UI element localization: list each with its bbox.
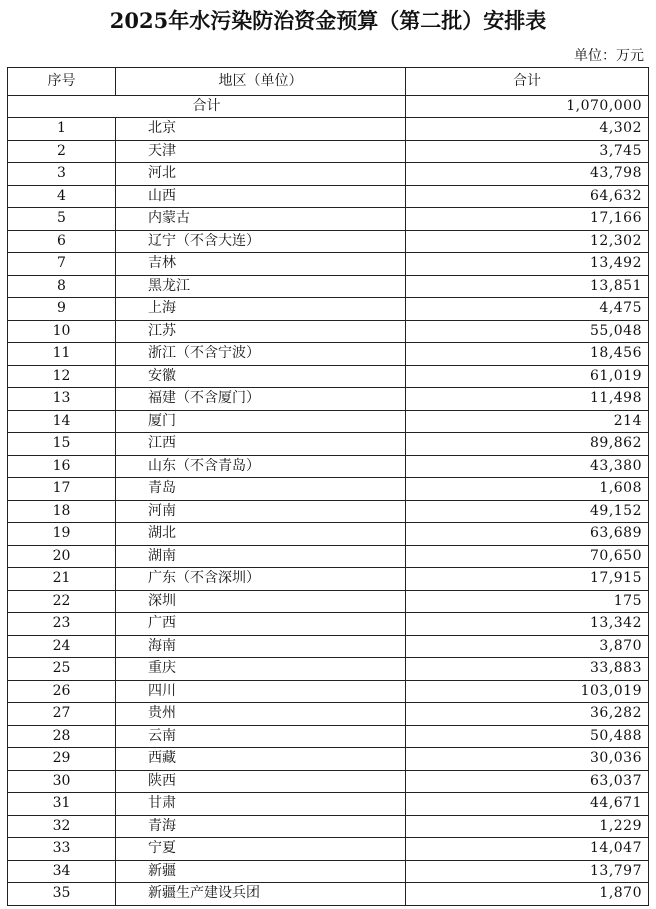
row-region: 山西 (116, 185, 406, 208)
row-region: 贵州 (116, 703, 406, 726)
row-amount: 4,302 (406, 118, 649, 141)
row-amount: 61,019 (406, 365, 649, 388)
row-region: 广西 (116, 613, 406, 636)
row-seq: 30 (8, 770, 116, 793)
row-seq: 28 (8, 725, 116, 748)
table-row (8, 658, 649, 681)
row-seq: 34 (8, 860, 116, 883)
row-amount: 55,048 (406, 320, 649, 343)
budget-table (7, 67, 649, 906)
row-region: 北京 (116, 118, 406, 141)
row-seq: 18 (8, 500, 116, 523)
table-row (8, 748, 649, 771)
table-row (8, 793, 649, 816)
table-row (8, 230, 649, 253)
row-region: 天津 (116, 140, 406, 163)
row-amount: 17,166 (406, 208, 649, 231)
row-amount: 14,047 (406, 838, 649, 861)
table-row (8, 860, 649, 883)
table-row (8, 500, 649, 523)
row-region: 吉林 (116, 253, 406, 276)
row-amount: 44,671 (406, 793, 649, 816)
row-seq: 9 (8, 298, 116, 321)
row-seq: 27 (8, 703, 116, 726)
row-amount: 1,229 (406, 815, 649, 838)
row-seq: 8 (8, 275, 116, 298)
total-row (8, 96, 649, 118)
row-amount: 3,745 (406, 140, 649, 163)
row-region: 辽宁（不含大连） (116, 230, 406, 253)
table-row (8, 343, 649, 366)
row-amount: 3,870 (406, 635, 649, 658)
row-amount: 13,797 (406, 860, 649, 883)
row-seq: 11 (8, 343, 116, 366)
row-amount: 103,019 (406, 680, 649, 703)
row-amount: 50,488 (406, 725, 649, 748)
table-row (8, 163, 649, 186)
row-seq: 5 (8, 208, 116, 231)
row-amount: 89,862 (406, 433, 649, 456)
table-row (8, 388, 649, 411)
row-amount: 13,851 (406, 275, 649, 298)
row-amount: 49,152 (406, 500, 649, 523)
row-region: 湖北 (116, 523, 406, 546)
row-region: 江苏 (116, 320, 406, 343)
table-row (8, 545, 649, 568)
row-amount: 11,498 (406, 388, 649, 411)
row-seq: 15 (8, 433, 116, 456)
table-row (8, 298, 649, 321)
row-region: 青海 (116, 815, 406, 838)
row-seq: 12 (8, 365, 116, 388)
table-row (8, 635, 649, 658)
row-region: 新疆 (116, 860, 406, 883)
table-row (8, 208, 649, 231)
unit-label: 单位：万元 (574, 48, 644, 64)
table-row (8, 838, 649, 861)
table-row (8, 883, 649, 906)
row-region: 浙江（不含宁波） (116, 343, 406, 366)
total-label: 合计 (8, 96, 406, 118)
table-row (8, 590, 649, 613)
row-seq: 13 (8, 388, 116, 411)
row-seq: 14 (8, 410, 116, 433)
row-amount: 12,302 (406, 230, 649, 253)
row-seq: 4 (8, 185, 116, 208)
row-region: 厦门 (116, 410, 406, 433)
row-seq: 20 (8, 545, 116, 568)
row-amount: 64,632 (406, 185, 649, 208)
table-row (8, 320, 649, 343)
row-region: 深圳 (116, 590, 406, 613)
page-title: 2025年水污染防治资金预算（第二批）安排表 (109, 8, 547, 33)
row-region: 海南 (116, 635, 406, 658)
table-row (8, 703, 649, 726)
table-row (8, 613, 649, 636)
row-seq: 24 (8, 635, 116, 658)
table-row (8, 478, 649, 501)
row-amount: 63,689 (406, 523, 649, 546)
table-row (8, 815, 649, 838)
row-seq: 10 (8, 320, 116, 343)
row-seq: 26 (8, 680, 116, 703)
table-row (8, 253, 649, 276)
row-seq: 2 (8, 140, 116, 163)
row-amount: 175 (406, 590, 649, 613)
table-row (8, 680, 649, 703)
row-seq: 33 (8, 838, 116, 861)
row-amount: 33,883 (406, 658, 649, 681)
row-region: 广东（不含深圳） (116, 568, 406, 591)
row-region: 新疆生产建设兵团 (116, 883, 406, 906)
table-row (8, 275, 649, 298)
row-region: 甘肃 (116, 793, 406, 816)
row-amount: 4,475 (406, 298, 649, 321)
row-region: 重庆 (116, 658, 406, 681)
row-region: 青岛 (116, 478, 406, 501)
row-seq: 22 (8, 590, 116, 613)
row-region: 安徽 (116, 365, 406, 388)
table-header-row (8, 68, 649, 96)
table-row (8, 725, 649, 748)
row-region: 宁夏 (116, 838, 406, 861)
table-row (8, 455, 649, 478)
row-seq: 25 (8, 658, 116, 681)
header-region: 地区（单位） (116, 68, 406, 96)
row-region: 陕西 (116, 770, 406, 793)
row-region: 福建（不含厦门） (116, 388, 406, 411)
row-seq: 19 (8, 523, 116, 546)
table-row (8, 140, 649, 163)
row-region: 黑龙江 (116, 275, 406, 298)
row-seq: 32 (8, 815, 116, 838)
table-row (8, 365, 649, 388)
row-amount: 63,037 (406, 770, 649, 793)
table-row (8, 185, 649, 208)
row-region: 内蒙古 (116, 208, 406, 231)
table-row (8, 568, 649, 591)
row-seq: 35 (8, 883, 116, 906)
row-region: 河南 (116, 500, 406, 523)
row-region: 河北 (116, 163, 406, 186)
row-amount: 1,608 (406, 478, 649, 501)
header-seq: 序号 (8, 68, 116, 96)
row-amount: 43,798 (406, 163, 649, 186)
row-seq: 7 (8, 253, 116, 276)
row-region: 西藏 (116, 748, 406, 771)
table-row (8, 770, 649, 793)
row-amount: 214 (406, 410, 649, 433)
row-seq: 6 (8, 230, 116, 253)
table-row (8, 523, 649, 546)
table-row (8, 410, 649, 433)
row-region: 四川 (116, 680, 406, 703)
header-amount: 合计 (406, 68, 649, 96)
row-seq: 29 (8, 748, 116, 771)
row-seq: 23 (8, 613, 116, 636)
table-body (8, 96, 649, 906)
row-seq: 3 (8, 163, 116, 186)
row-amount: 36,282 (406, 703, 649, 726)
row-seq: 31 (8, 793, 116, 816)
total-amount: 1,070,000 (406, 96, 649, 118)
row-region: 上海 (116, 298, 406, 321)
row-region: 湖南 (116, 545, 406, 568)
row-amount: 13,342 (406, 613, 649, 636)
row-amount: 18,456 (406, 343, 649, 366)
row-seq: 21 (8, 568, 116, 591)
row-region: 江西 (116, 433, 406, 456)
row-seq: 17 (8, 478, 116, 501)
row-region: 云南 (116, 725, 406, 748)
row-amount: 1,870 (406, 883, 649, 906)
row-amount: 70,650 (406, 545, 649, 568)
table-row (8, 433, 649, 456)
row-amount: 17,915 (406, 568, 649, 591)
row-amount: 13,492 (406, 253, 649, 276)
row-seq: 1 (8, 118, 116, 141)
row-amount: 43,380 (406, 455, 649, 478)
table-row (8, 118, 649, 141)
row-seq: 16 (8, 455, 116, 478)
row-region: 山东（不含青岛） (116, 455, 406, 478)
row-amount: 30,036 (406, 748, 649, 771)
